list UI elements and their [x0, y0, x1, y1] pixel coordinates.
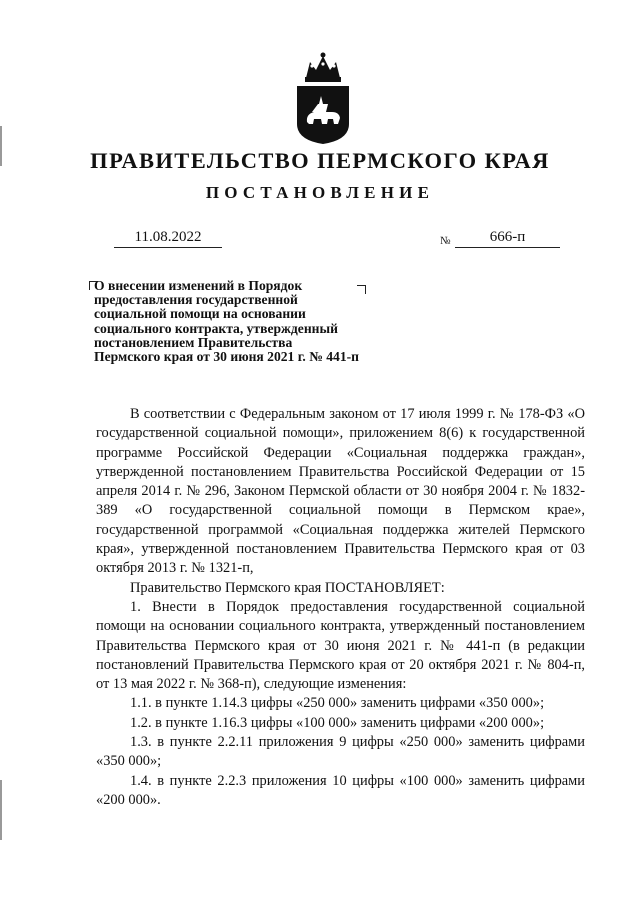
number-label: №: [440, 235, 451, 247]
preamble-paragraph: В соответствии с Федеральным законом от 17 июля 1999 г. № 178-ФЗ «О государственной социальной помощи», приложением 8(6) к государственной программе Российской Федерации «Социальная поддержка граждан», утвержденной постановлением Правительства Российской Федерации от 15 апреля 2014 г. № 296, Законом Пермской области от 30 ноября 2004 г. № 1832-389 «О государственной социальной помощи в Пермском крае», государственной программой «Социальная поддержка жителей Пермского края», утвержденной постановлением Правительства Пермского края от 03 октября 2013 г. № 1321-п,: [96, 406, 585, 577]
decree-number: 666-п: [455, 229, 560, 248]
resolves-paragraph: Правительство Пермского края ПОСТАНОВЛЯЕТ:: [130, 579, 445, 596]
decree-subject: [94, 279, 424, 364]
subject-line: социальной помощи на основании: [94, 306, 306, 322]
item-1-3-paragraph: 1.3. в пункте 2.2.11 приложения 9 цифры «250 000» заменить цифрами «350 000»;: [96, 734, 585, 770]
decree-body: [96, 405, 585, 810]
item-1-paragraph: 1. Внести в Порядок предоставления государственной социальной помощи на основании социального контракта, утвержденный постановлением Правительства Пермского края от 30 июня 2021 г. № 441-п (в редакции постановлений Правительства Пермского края от 20 октября 2021 г. № 804-п, от 13 мая 2022 г. № 368-п), следующие изменения:: [96, 598, 585, 693]
item-1-1-paragraph: 1.1. в пункте 1.14.3 цифры «250 000» заменить цифрами «350 000»;: [130, 695, 545, 712]
subject-line: Пермского края от 30 июня 2021 г. № 441-п: [94, 349, 359, 365]
coat-of-arms-icon: [292, 52, 354, 146]
subject-line: постановлением Правительства: [94, 334, 293, 350]
item-1-4-paragraph: 1.4. в пункте 2.2.3 приложения 10 цифры «100 000» заменить цифрами «200 000».: [96, 772, 585, 808]
decree-date: 11.08.2022: [114, 229, 222, 248]
subject-line: О внесении изменений в Порядок: [94, 278, 303, 293]
scan-edge-mark: [0, 780, 2, 840]
item-1-2-paragraph: 1.2. в пункте 1.16.3 цифры «100 000» заменить цифрами «200 000»;: [130, 714, 545, 731]
subject-line: предоставления государственной: [94, 292, 298, 308]
subject-line: социального контракта, утвержденный: [94, 320, 338, 336]
scan-edge-mark: [0, 126, 2, 166]
document-type: ПОСТАНОВЛЕНИЕ: [205, 183, 435, 202]
government-title: ПРАВИТЕЛЬСТВО ПЕРМСКОГО КРАЯ: [90, 148, 550, 173]
